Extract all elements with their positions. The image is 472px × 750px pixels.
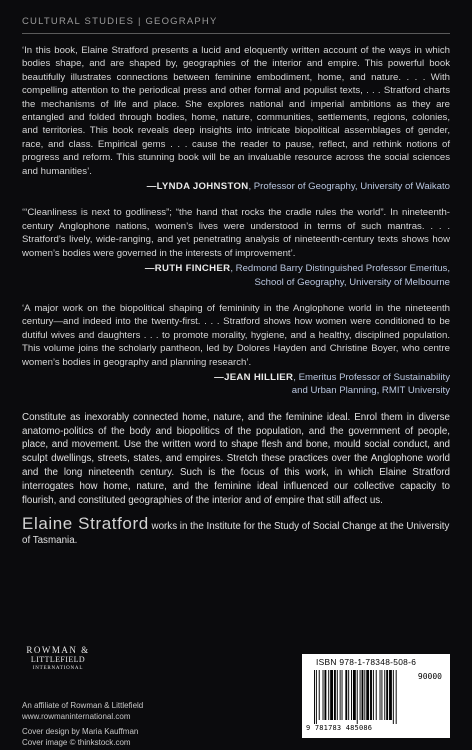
endorser-affiliation: , Emeritus Professor of Sustainability: [293, 371, 450, 383]
endorser-name: —JEAN HILLIER: [214, 371, 294, 383]
endorsement-2: [22, 206, 450, 288]
author-name: Elaine Stratford: [22, 514, 149, 534]
isbn-label: ISBN 978-1-78348-508-6: [316, 657, 417, 667]
endorser-affiliation: , Professor of Geography, University of Waikato: [248, 181, 450, 193]
endorsement-attribution: [22, 180, 450, 193]
publisher-logo: [22, 645, 94, 672]
logo-line-3: INTERNATIONAL: [32, 666, 84, 671]
endorsement-quote: ‘In this book, Elaine Stratford presents a lucid and eloquently written account of the ways in which bodies shape, and are shaped by, geographies of the interior and empire. This powerful book beautifully illustrates connections between feminine embodiment, home, and nature. . . . With compelling attention to the periodical press and other formal and populist texts, . . . Stratford charts the mechanisms of life and place. She explores national and imperial ambitions as they are entangled and folded through bodies, home, nature, communities, settlements, regions, colonies, and territories. This book reveals deep insights into intricate biopolitical assemblages of gender, race, and class. Empirical gems . . . cause the reader to pause, reflect, and rethink notions of progress and reform. This stunning book will be an invaluable resource across the social sciences and humanities’.: [22, 45, 450, 177]
category-label: CULTURAL STUDIES | GEOGRAPHY: [22, 16, 218, 27]
publisher-affiliate: An affiliate of Rowman & Littlefield: [22, 701, 144, 710]
barcode: [302, 654, 450, 738]
header-divider: [22, 33, 450, 34]
cover-design-credit: Cover design by Maria Kauffman: [22, 727, 139, 736]
barcode-bars: [314, 670, 414, 724]
logo-line-1: ROWMAN &: [26, 645, 90, 655]
book-description: Constitute as inexorably connected home, nature, and the feminine ideal. Enrol them in diverse anatomo-politics of the body and biopolitics of the population, and the government of people, place, and movement. Use the written word to shape flesh and bone, mould social conduct, and sculpt dwellings, streets, states, and empires. Stretch these practices over the Anglophone world and the long nineteenth century. Such is the focus of this work, in which Elaine Stratford interrogates how home, nature, and the feminine ideal influenced our collective capacity to flourish, and constituted geographies of the interior and of empire that still affect us.: [22, 411, 450, 506]
back-cover-text: [22, 44, 450, 548]
endorsement-1: [22, 44, 450, 193]
endorsement-quote: ‘“Cleanliness is next to godliness”; “the hand that rocks the cradle rules the world”. In nineteenth-century Anglophone nations, women’s lives were understood in terms of such mantras. . . . Stratford’s lively, wide-ranging, and yet penetrating analysis of nineteenth-century texts shows how women’s bodies were governed in the interests of improvement’.: [22, 207, 450, 259]
publisher-url: www.rowmaninternational.com: [22, 712, 131, 721]
endorsement-quote: ‘A major work on the biopolitical shaping of femininity in the Anglophone world in the nineteenth century—and indeed into the twenty-first. . . . Stratford shows how women were conditioned to be dutiful wives and daughters . . . to promote morality, hygiene, and a healthy, disciplined population. This volume joins the scholarly pantheon, led by Dolores Hayden and Christine Boyer, who centre women’s bodies in geography and planning research’.: [22, 302, 450, 368]
endorser-affiliation-line2: and Urban Planning, RMIT University: [291, 385, 450, 397]
endorser-name: —LYNDA JOHNSTON: [146, 181, 249, 193]
endorser-name: —RUTH FINCHER: [144, 263, 231, 275]
endorser-affiliation-line2: School of Geography, University of Melbourne: [254, 276, 450, 288]
author-bio: [22, 514, 450, 548]
endorser-affiliation: , Redmond Barry Distinguished Professor Emeritus,: [230, 263, 450, 275]
endorsement-attribution: [22, 262, 450, 289]
publisher-block: [22, 645, 142, 672]
endorsement-3: [22, 302, 450, 398]
cover-image-credit: Cover image © thinkstock.com: [22, 738, 131, 747]
endorsement-attribution: [22, 371, 450, 398]
price-addon: 90000: [417, 672, 442, 681]
credits-block: [22, 700, 143, 748]
logo-line-2: LITTLEFIELD: [30, 655, 86, 664]
author-bio-text: works in the Institute for the Study of Social Change at the University of Tasmania.: [22, 521, 450, 547]
ean-digits: 9 781783 485086: [306, 724, 373, 732]
